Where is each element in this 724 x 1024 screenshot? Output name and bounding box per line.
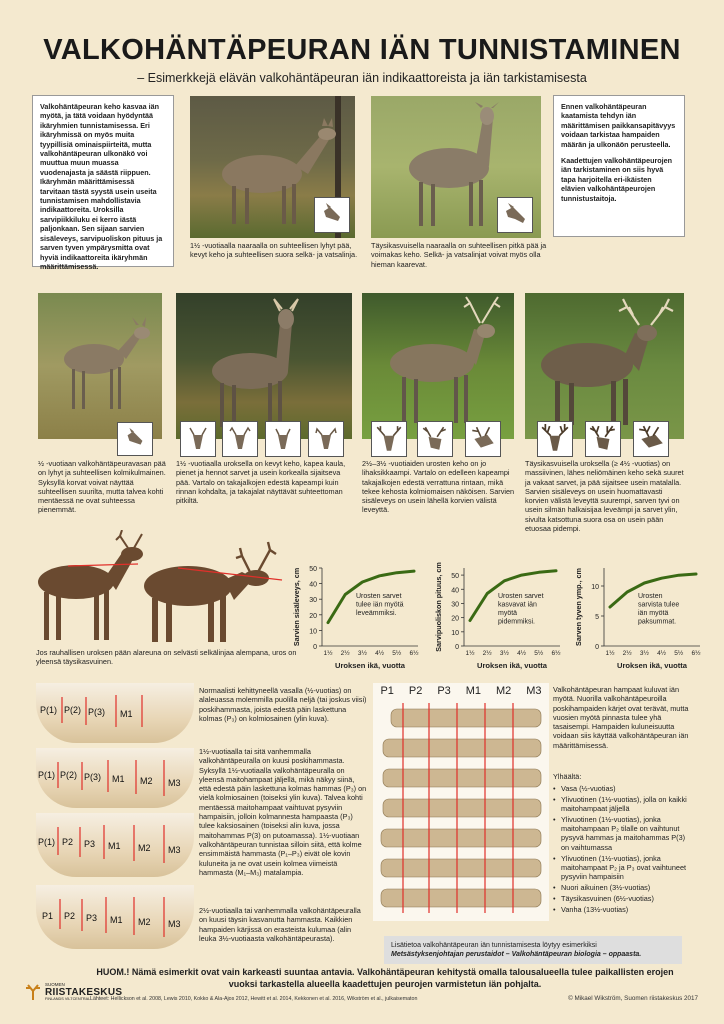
head-icon-buck-mature-1	[537, 421, 573, 457]
photo-buck-young	[362, 293, 514, 439]
y-tick-label: 50	[309, 566, 317, 573]
copyright: © Mikael Wikström, Suomen riistakeskus 2017	[568, 995, 698, 1002]
logo-antler-icon	[24, 983, 42, 1001]
jaw4-label-2: P2	[64, 911, 76, 921]
jaw2-label-5: M2	[140, 776, 153, 786]
info-line-2: Metsästyksenjohtajan perustaidot – Valkohäntäpeuran biologia – oppaasta.	[391, 951, 642, 958]
intro-right-box	[553, 95, 685, 237]
info-box	[384, 936, 682, 964]
y-tick-label: 10	[591, 584, 599, 591]
jaw-image-3	[36, 813, 194, 877]
photo-buck-yearling	[176, 293, 352, 439]
x-tick-label: 3½	[499, 650, 509, 657]
buck-mature-illustration	[525, 293, 684, 439]
photo-fawn	[38, 293, 162, 439]
y-axis-label: Sarven tyven ymp., cm	[574, 568, 583, 646]
jaw2-label-1: P(1)	[38, 770, 56, 780]
x-tick-label: 1½	[605, 650, 615, 657]
x-tick-label: 6½	[551, 650, 561, 657]
y-tick-label: 50	[451, 573, 459, 581]
buck-silhouettes	[28, 530, 288, 648]
page-title: VALKOHÄNTÄPEURAN IÄN TUNNISTAMINEN	[43, 34, 681, 66]
jaw1-label-1: P(1)	[40, 705, 58, 715]
y-tick-label: 20	[451, 615, 459, 623]
wear-label-p1: P1	[380, 685, 394, 697]
jaw4-label-5: M2	[138, 917, 151, 927]
caption-fawn: ½ -vuotiaan valkohäntäpeuravasan pää on lyhyt ja suhteellisen kolmikulmainen. Syksyllä korvat voivat näyttää suhteellisen suurilta, mutta talvea kohti mentäessä ne ovat suhteessa pienemmät.	[38, 459, 166, 515]
wear-header	[373, 685, 549, 697]
jaw3-tooth-lines	[36, 813, 194, 877]
fawn-illustration	[38, 293, 162, 439]
jaw1-label-3: P(3)	[88, 707, 106, 717]
x-tick-label: 4½	[517, 650, 527, 657]
chart-annotation: Urosten sarvista tulee iän myötä paksummat.	[638, 593, 680, 626]
jaw2-label-4: M1	[112, 774, 125, 784]
wear-list-item-7: • Vanha (13½-vuotias)	[553, 905, 689, 914]
jaw4-label-4: M1	[110, 915, 123, 925]
intro-right-text-1: Ennen valkohäntäpeuran kaatamista tehdyn iän määrittämisen paikkansapitävyys voidaan tarkistaa hampaiden määrän ja ulkonäön perusteella.	[561, 102, 676, 149]
wear-jaws-illustration	[373, 701, 549, 919]
head-icon-buck-mature-3	[633, 421, 669, 457]
x-tick-label: 2½	[622, 650, 632, 657]
caption-buck-mature: Täysikasvuisella uroksella (≥ 4½ -vuotias) on massiivinen, lähes neliömäinen keho sekä suuret ja vakaat sarvet, ja pää sijaitsee usein matalalla. Sarvien sisäleveys on usein huomattavasti korvien välistä leveyttä suurempi, sarven tyvi on usein silmän halkaisijaa leveämpi ja sarvet ylin, sivulta katsottuna suora osa on usein pään etuosaa pidempi.	[525, 459, 684, 534]
x-tick-label: 5½	[534, 650, 544, 657]
x-tick-label: 6½	[691, 650, 701, 657]
antlers-young-buck	[116, 530, 142, 548]
wear-list-item-4: • Ylivuotinen (1½-vuotias), jonka maitohampaat P₂ ja P₃ ovat vaihtuneet pysyviin hampaisiin	[553, 854, 689, 882]
y-tick-label: 0	[313, 644, 317, 651]
x-axis-label: Uroksen ikä, vuotta	[476, 661, 548, 670]
y-tick-label: 5	[595, 614, 599, 621]
wear-list-item-1: • Vasa (½-vuotias)	[553, 784, 689, 793]
x-tick-label: 3½	[639, 650, 649, 657]
chart-inner-width	[290, 562, 430, 672]
jaw3-label-5: M2	[138, 843, 151, 853]
jaw-image-4	[36, 885, 194, 949]
wear-list-item-6: • Täysikasvuinen (6½-vuotias)	[553, 894, 689, 903]
jaw-image-2	[36, 748, 194, 808]
wear-label-m1: M1	[465, 685, 482, 697]
head-icon-buck-yearling-1	[180, 421, 216, 457]
head-icon-buck-yearling-2	[222, 421, 258, 457]
jaw2-label-3: P(3)	[84, 772, 102, 782]
y-tick-label: 10	[309, 628, 317, 636]
y-tick-label: 20	[309, 612, 317, 620]
wear-label-p3: P3	[437, 685, 451, 697]
y-axis-label: Sarvien sisäleveys, cm	[292, 567, 301, 647]
caption-buck-young: 2½–3½ -vuotiaiden urosten keho on jo lihaksikkaampi. Vartalo on edelleen kapeampi takajalkojen edestä verrattuna rintaan, mikä tekee kehosta kolmiomaisen näköisen. Sarvien sisäleveys on usein lähellä korvien välistä leveyttä.	[362, 459, 515, 515]
caption-doe-adult: Täysikasvuisella naaraalla on suhteellisen pitkä pää ja voimakas keho. Selkä- ja vatsalinjat voivat myös olla hieman kaarevat.	[371, 241, 547, 269]
y-tick-label: 30	[309, 597, 317, 605]
x-tick-label: 4½	[657, 650, 667, 657]
head-icon-fawn	[117, 422, 153, 456]
wear-list-title: Ylhäältä:	[553, 772, 582, 781]
page-subtitle: – Esimerkkejä elävän valkohäntäpeuran iän indikaattoreista ja iän tarkistamisesta	[137, 71, 587, 85]
y-tick-label: 10	[451, 629, 459, 637]
chart-annotation: Urosten sarvet tulee iän myötä leveämmiksi.	[356, 593, 404, 617]
y-tick-label: 40	[451, 587, 459, 595]
head-icon-buck-young-3	[465, 421, 501, 457]
y-tick-label: 0	[595, 644, 599, 651]
x-tick-label: 2½	[340, 650, 350, 657]
y-tick-label: 40	[309, 581, 317, 589]
x-tick-label: 6½	[409, 650, 419, 657]
x-tick-label: 1½	[465, 650, 475, 657]
silhouette-mature-buck	[144, 566, 269, 642]
intro-right-text-2: Kaadettujen valkohäntäpeurojen iän tarkistaminen on siis hyvä tapa harjoitella eri-ikäisten elävien valkohäntäpeurojen tunnistustaitoja.	[561, 156, 673, 203]
buck-young-illustration	[362, 293, 514, 439]
head-icon-doe-adult	[497, 197, 533, 233]
caption-doe-yearling: 1½ -vuotiaalla naaraalla on suhteellisen lyhyt pää, kevyt keho ja suhteellisen suora selkä- ja vatsalinja.	[190, 241, 358, 260]
chart-annotation: Urosten sarvet kasvavat iän myötä pidemmiksi.	[498, 593, 544, 626]
x-tick-label: 5½	[674, 650, 684, 657]
teeth-text-1: Normaalisti kehittyneellä vasalla (½-vuotias) on alaleuassa molemmilla puolilla neljä (tai joskus viisi) poskihammasta, joista edestä päin laskettuna kolmas (P₃) on kolmiosainen (ylin kuva).	[199, 686, 367, 723]
antlers-mature-buck	[236, 542, 276, 572]
head-icon-buck-mature-2	[585, 421, 621, 457]
wear-label-p2: P2	[408, 685, 423, 697]
wear-list-item-3: • Ylivuotinen (1½-vuotias), jonka maitohampaan P₂ tilalle on vaihtunut pysyvä hammas ja maitohammas P(3) on vaihtumassa	[553, 815, 689, 852]
jaw4-label-3: P3	[86, 913, 98, 923]
teeth-text-3: 2½-vuotiaalla tai vanhemmalla valkohäntäpeuralla on kuusi täysin kasvanutta hammasta. Kaikkien hampaiden kärjissä on erasteista kulumaa (alin leuka 3½-vuotiaasta valkohäntäpeurasta).	[199, 906, 361, 943]
jaw2-label-2: P(2)	[60, 770, 78, 780]
x-axis-label: Uroksen ikä, vuotta	[334, 661, 406, 670]
wear-jaws-panel	[373, 683, 549, 921]
intro-left-text: Valkohäntäpeuran keho kasvaa iän myötä, ja tätä voidaan hyödyntää ikäryhmien tunnistamisessa. Eri ikäryhmissä on myös muita tyypillisiä ominaispiirteitä, mutta valkohäntäpeuran ulkonäkö voi muuttua muun muassa vuodenajasta ja säästä riippuen. Ikäryhmän määrittämisessä tarvitaan tästä syystä usein useita tunnistamisen mahdollistavia indikaattoreita. Uroksilla sarvipiikkiluku ei kerro iästä paljonkaan. Sen sijaan sarvien sisäleveys, sarvipuoliskon pituus ja sarven tyven ympärysmitta ovat hyviä indikaattoreita ikäryhmän määrittämisessä.	[40, 102, 163, 271]
jaw4-label-1: P1	[42, 911, 54, 921]
wear-list-item-5: • Nuori aikuinen (3½-vuotias)	[553, 883, 689, 892]
x-tick-label: 4½	[375, 650, 385, 657]
jaw2-label-6: M3	[168, 778, 181, 788]
silhouette-young-buck	[38, 547, 143, 640]
chart-base-circumference	[572, 562, 712, 672]
head-icon-buck-yearling-3	[265, 421, 301, 457]
x-tick-label: 2½	[482, 650, 492, 657]
x-axis-label: Uroksen ikä, vuotta	[616, 661, 688, 670]
head-icon-doe-yearling	[314, 197, 350, 233]
jaw3-label-1: P(1)	[38, 837, 56, 847]
chart-beam-length	[432, 562, 572, 672]
x-tick-label: 5½	[392, 650, 402, 657]
wear-list-item-2: • Ylivuotinen (1½-vuotias), jolla on kaikki maitohampaat jäljellä	[553, 795, 689, 814]
head-icon-buck-young-1	[371, 421, 407, 457]
x-tick-label: 1½	[323, 650, 333, 657]
wear-text: Valkohäntäpeuran hampaat kuluvat iän myötä. Nuorilla valkohäntäpeuroilla poskihampaiden kärjet ovat terävät, mutta vuosien myötä pinnasta tulee yhä tasaisempi. Hampaiden kuluneisuutta voidaan siis käyttää valkohäntäpeuran iän määrittämisessä.	[553, 685, 689, 750]
jaw4-label-6: M3	[168, 919, 181, 929]
intro-left-box	[32, 95, 174, 271]
jaw-image-1	[36, 683, 194, 743]
wear-list	[553, 784, 689, 915]
jaw1-label-2: P(2)	[64, 705, 82, 715]
jaw2-tooth-lines	[36, 748, 194, 808]
logo-line-2: RIISTAKESKUS	[45, 986, 123, 998]
y-axis-label: Sarvipuoliskon pituus, cm	[434, 562, 443, 652]
wear-label-m2: M2	[495, 685, 512, 697]
logo-line-1: SUOMEN	[45, 982, 65, 987]
info-line-1: Lisätietoa valkohäntäpeuran iän tunnistamisesta löytyy esimerkiksi	[391, 942, 597, 949]
jaw1-label-4: M1	[120, 709, 133, 719]
head-icon-buck-yearling-4	[308, 421, 344, 457]
teeth-text-2: 1½-vuotiaalla tai sitä vanhemmalla valkohäntäpeuralla on kuusi poskihammasta. Syksyllä 1½-vuotiaalla valkohäntäpeuralla on yleensä maitohampaat jäljellä, mikä näkyy siinä, että edestä päin laskettuna kolmas hammas (P₃) on vielä kolmiosainen (toiseksi ylin kuva). Talvea kohti mentäessä maitohampaat vaihtuvat pysyviin hampaisiin, jolloin kolmannesta hampaasta (P₃) tulee kaksiosainen (toiseksi alin kuva, jossa maitohammas P(3) on putoamassa). 1½-vuotiaan valkohäntäpeuran tunnistaa silloin siitä, että kolme ensimmäistä hammasta (P₁–P₃) eivät ole kovin kuluneita ja ne ovat usein kolmea viimeistä hammasta (M₁–M₃) matalampia.	[199, 747, 367, 877]
buck-yearling-illustration	[176, 293, 352, 439]
y-tick-label: 0	[455, 644, 459, 651]
head-posture-caption: Jos rauhallisen uroksen pään alareuna on selvästi selkälinjaa alempana, uros on yleensä täysikasvuinen.	[36, 648, 297, 667]
x-tick-label: 3½	[357, 650, 367, 657]
caption-buck-yearling: 1½ -vuotiaalla uroksella on kevyt keho, kapea kaula, pienet ja hennot sarvet ja usein korkealla sijaitseva pää. Vartalo on takajalkojen edestä kapeampi kuin rinnan kohdalta, ja takajalat näyttävät suhteettoman pitkiltä.	[176, 459, 346, 506]
jaw4-tooth-lines	[36, 885, 194, 949]
head-icon-buck-young-2	[417, 421, 453, 457]
wear-label-m3: M3	[526, 685, 542, 697]
jaw3-label-2: P2	[62, 837, 74, 847]
jaw3-label-3: P3	[84, 839, 96, 849]
jaw1-tooth-lines	[36, 683, 194, 743]
logo-line-3: FINLANDS VILTCENTRAL	[45, 996, 91, 1001]
bottom-note: HUOM.! Nämä esimerkit ovat vain karkeasti suuntaa antavia. Valkohäntäpeuran kehitystä omalla talousalueella tulee paikallisten erojen vuoksi tarkastella alueella kaadettujen peurojen varmistetun iän pohjalta.	[96, 967, 674, 989]
photo-buck-mature	[525, 293, 684, 439]
y-tick-label: 30	[451, 601, 459, 609]
jaw3-label-6: M3	[168, 845, 181, 855]
jaw3-label-4: M1	[108, 841, 121, 851]
references: Lähteet: Hellickson et al. 2008, Lewis 2010, Kokko & Ala-Ajos 2012, Hewitt et al. 2014, Kekkonen et al. 2016, Wikström et al., julkaisematon	[90, 996, 418, 1002]
